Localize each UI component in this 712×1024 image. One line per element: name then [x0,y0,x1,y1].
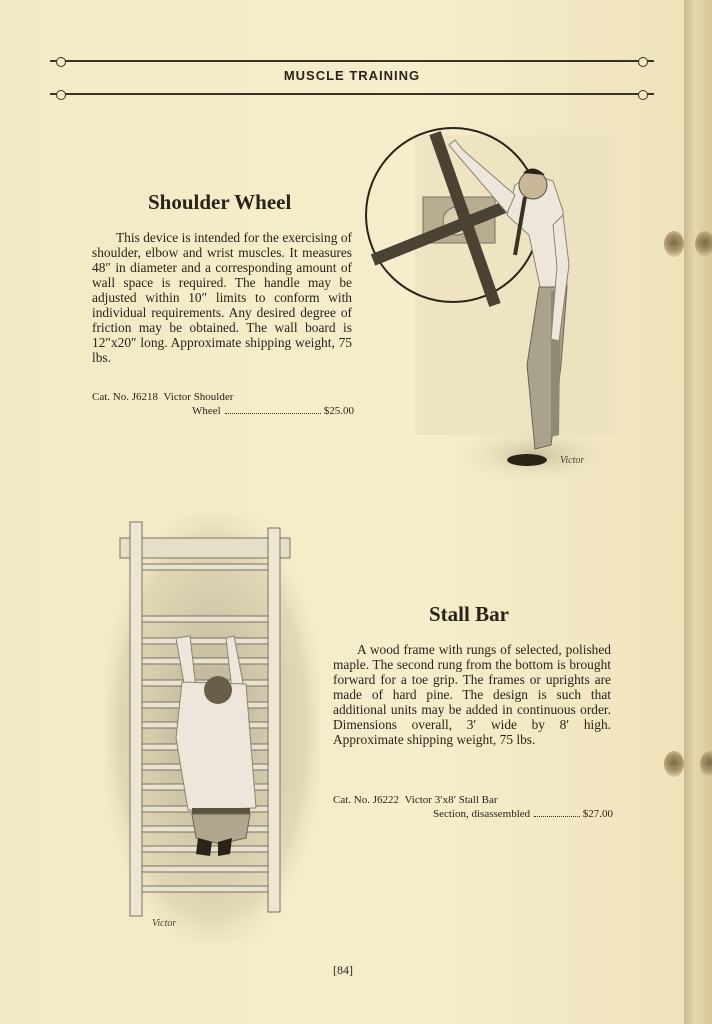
product-name-cont: Section, disassembled [433,808,531,820]
shoulder-wheel-illustration [355,115,635,500]
shoulder-wheel-catalog [92,390,354,418]
product-name: Victor Shoulder [163,391,234,403]
leader-dots [534,816,580,817]
page-number: [84] [333,963,353,977]
catalog-number: Cat. No. J6222 [333,794,399,806]
stall-bar-illustration [100,508,325,948]
page-header: MUSCLE TRAINING [283,68,421,83]
catalog-number: Cat. No. J6218 [92,391,158,403]
header-rule-top [50,60,654,62]
stall-bar-description: A wood frame with rungs of selected, polished maple. The second rung from the bottom is brought forward for a toe grip. The frames or uprights are made of hard pine. The design is such that additional units may be added in continuous order. Dimensions overall, 3′ wide by 8′ high. Approximate shipping weight, 75 lbs. [333,642,611,747]
leader-dots [225,413,321,414]
illustration-signature: Victor [152,918,177,929]
stall-bar-title: Stall Bar [429,602,509,626]
shoulder-wheel-description: This device is intended for the exercising of shoulder, elbow and wrist muscles. It measures 48″ in diameter and a corresponding amount of wall space is required. The handle may be adjusted within 10″ limits to conform with individual requirements. Any desired degree of friction may be obtained. The wall board is 12″x20″ long. Approximate shipping weight, 75 lbs. [92,230,352,365]
price: $25.00 [323,405,354,417]
binding-hole [664,231,684,257]
shoulder-wheel-title: Shoulder Wheel [148,190,292,214]
product-name: Victor 3′x8′ Stall Bar [404,794,498,806]
price: $27.00 [582,808,613,820]
page-gutter [684,0,712,1024]
illustration-signature: Victor [560,455,585,466]
stall-bar-catalog [333,793,613,821]
header-rule-bottom [50,93,654,95]
product-name-cont: Wheel [192,405,221,417]
binding-hole [695,231,712,257]
binding-hole [664,751,684,777]
